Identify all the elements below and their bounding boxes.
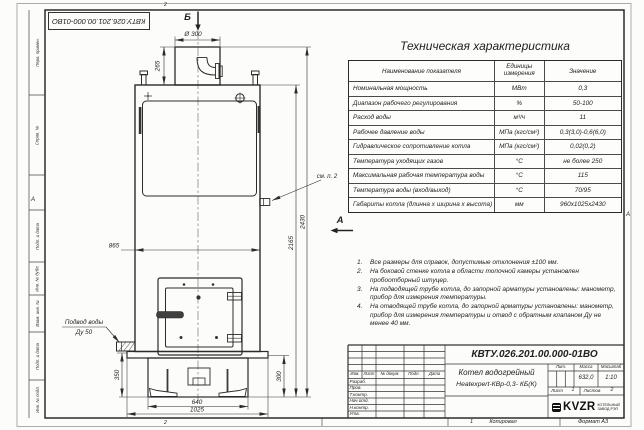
param-name: Гидравлическое сопротивление котла bbox=[353, 143, 471, 151]
param-value: 70/95 bbox=[544, 184, 621, 198]
product-name-line2: Heatexpert-КВр-0,3- КБ(К) bbox=[456, 381, 537, 389]
dimension-lines bbox=[106, 40, 321, 414]
param-units: % bbox=[494, 97, 544, 111]
param-name: Максимальная рабочая температура воды bbox=[353, 172, 485, 180]
upper-panel bbox=[143, 101, 257, 196]
note-item bbox=[357, 259, 619, 267]
table-row bbox=[349, 154, 621, 169]
param-units: °С bbox=[494, 184, 544, 198]
role-nachotd: Нач.отд. bbox=[349, 398, 369, 403]
margin-label: Инв. № подл. bbox=[34, 385, 40, 413]
note-text: На отводящей трубе котла, до запорной арматуры установлены: манометр, прибор для измерения температуры и отвод с обратным клапаном Ду не менее 40 мм. bbox=[370, 303, 614, 327]
param-name: Номинальная мощность bbox=[353, 85, 428, 93]
col-header-name: Наименование показателя bbox=[381, 67, 461, 75]
water-inlet-stub bbox=[117, 342, 136, 351]
zone-mark-copy: 1 bbox=[470, 419, 474, 425]
note-number: 4. bbox=[357, 303, 363, 311]
foot-right bbox=[219, 389, 247, 397]
notes-list bbox=[357, 259, 619, 329]
stud-left bbox=[142, 75, 147, 86]
dim-2430: 2430 bbox=[299, 214, 307, 230]
table-row bbox=[349, 197, 621, 212]
param-units: МПа (кгс/см²) bbox=[494, 126, 544, 140]
scale-label: Масштаб bbox=[600, 364, 622, 369]
dim-865: 865 bbox=[108, 242, 120, 250]
param-value: не более 250 bbox=[544, 155, 621, 169]
param-units: °С bbox=[494, 169, 544, 183]
elbow-inner bbox=[207, 58, 216, 68]
company-name bbox=[597, 403, 620, 411]
dim-265: 265 bbox=[154, 60, 162, 72]
water-supply-label-2: Ду 50 bbox=[75, 329, 93, 336]
door-handle bbox=[157, 312, 184, 319]
scale-value: 1:10 bbox=[605, 375, 617, 381]
sheet-value: 1 bbox=[571, 387, 575, 394]
foot-left bbox=[150, 389, 178, 397]
param-name: Температура воды (вход/выход) bbox=[353, 186, 451, 194]
kvzr-emblem-icon bbox=[552, 403, 561, 412]
note-text: На боковой стенке котла в области топочной камеры установлен пробоотборный штуцер. bbox=[370, 268, 579, 284]
zone-mark-left-a: А bbox=[31, 197, 36, 203]
table-row bbox=[349, 183, 621, 198]
param-name: Температура уходящих газов bbox=[353, 157, 444, 165]
leader-water bbox=[106, 327, 120, 343]
param-value: 50-100 bbox=[544, 97, 621, 111]
sheets-value: 2 bbox=[610, 387, 614, 394]
dim-300: 300 bbox=[276, 371, 283, 382]
tech-table-title: Техническая характеристика bbox=[400, 39, 570, 53]
elbow-flange bbox=[216, 64, 220, 79]
dim-350: 350 bbox=[114, 369, 121, 381]
margin-segment bbox=[29, 295, 45, 332]
margin-label: Подп. и дата bbox=[34, 342, 40, 370]
boiler-body bbox=[135, 85, 260, 352]
boiler-front-view bbox=[62, 12, 353, 418]
param-value: 115 bbox=[544, 169, 621, 183]
margin-label: Справ. № bbox=[34, 125, 40, 145]
dim-640: 640 bbox=[191, 399, 203, 406]
note-item bbox=[357, 286, 619, 303]
rev-header-podp: Подп. bbox=[408, 371, 420, 376]
dim-1025: 1025 bbox=[189, 406, 205, 414]
view-a-label: А bbox=[336, 215, 344, 226]
rev-header-data: Дата bbox=[428, 371, 441, 376]
role-razrab: Разраб. bbox=[349, 378, 367, 384]
view-arrow-b bbox=[195, 12, 200, 31]
copied-label: Копировал bbox=[489, 418, 517, 425]
company-logo-text: KVZR bbox=[562, 401, 596, 413]
sheets-label: Листов bbox=[583, 387, 601, 393]
note-item bbox=[357, 303, 619, 328]
dim-2165: 2165 bbox=[288, 235, 295, 251]
note-number: 2. bbox=[357, 268, 363, 276]
format-label: Формат А3 bbox=[577, 418, 609, 425]
margin-label: Взам. инв. № bbox=[34, 300, 40, 327]
param-units: МПа (кгс/см²) bbox=[494, 140, 544, 154]
dimension-labels bbox=[65, 12, 344, 414]
param-units: м³/ч bbox=[494, 111, 544, 125]
sampling-fitting bbox=[260, 199, 270, 206]
view-b-label: Б bbox=[184, 12, 191, 23]
lit-label: Лит. bbox=[555, 364, 567, 369]
role-prov: Пров. bbox=[349, 385, 362, 390]
param-value: 0,3(3,0)-0,6(6,0) bbox=[544, 126, 621, 140]
extension-lines bbox=[62, 37, 311, 418]
margin-label: Подп. и дата bbox=[34, 222, 40, 250]
role-tkontr: Т.контр. bbox=[349, 391, 369, 397]
rev-header-izm: Изм. bbox=[350, 371, 360, 376]
param-value: 960х1025х2430 bbox=[544, 198, 621, 212]
role-nkontr: Н.контр. bbox=[349, 404, 369, 410]
table-row bbox=[349, 139, 621, 154]
col-header-value: Значение bbox=[544, 61, 621, 81]
mass-value: 632,0 bbox=[578, 375, 594, 381]
margin-segment bbox=[29, 210, 45, 262]
param-units: °С bbox=[494, 155, 544, 169]
margin-label: Инв. № дубл. bbox=[34, 265, 40, 292]
table-row bbox=[349, 125, 621, 140]
param-name: Диапазон рабочего регулирования bbox=[353, 99, 458, 107]
param-name: Расход воды bbox=[353, 114, 391, 122]
hinge-top bbox=[228, 293, 242, 301]
hinge-bottom bbox=[228, 335, 242, 343]
role-utv: Утв. bbox=[349, 411, 360, 416]
param-value: 0,02(0,2) bbox=[544, 140, 621, 154]
company-cell bbox=[548, 396, 624, 418]
table-row bbox=[349, 110, 621, 125]
sheet-label: Лист bbox=[551, 387, 563, 393]
note-text: Все размеры для справок, допустимые отклонения ±100 мм. bbox=[370, 259, 559, 266]
note-number: 1. bbox=[357, 259, 363, 266]
base-plate bbox=[127, 352, 268, 359]
corner-stamp bbox=[48, 12, 150, 30]
note-number: 3. bbox=[357, 285, 363, 293]
see-note-label: см. п. 2 bbox=[316, 174, 338, 180]
company-name-line2: ЗАВОД РЭП bbox=[597, 407, 619, 411]
note-text: На подводящей трубе котла, до запорной арматуры установлены: манометр, прибор для измерения температуры. bbox=[370, 285, 616, 301]
chimney-collar bbox=[175, 47, 220, 85]
sensor-boss bbox=[236, 94, 244, 102]
title-doc-number: КВТУ.026.201.00.000-01ВО bbox=[471, 348, 598, 360]
zone-mark-top: 2 bbox=[164, 1, 167, 8]
zone-mark-bottom: 2 bbox=[164, 419, 167, 426]
leader-see-note bbox=[272, 180, 321, 201]
table-row bbox=[349, 168, 621, 183]
margin-segment bbox=[29, 262, 45, 295]
rev-header-docnum: № докум. bbox=[380, 371, 400, 376]
margin-segment bbox=[29, 10, 45, 95]
door-frame bbox=[158, 278, 242, 355]
margin-segment bbox=[29, 95, 45, 175]
zone-mark-right-a: А bbox=[626, 212, 631, 218]
margin-segment bbox=[29, 380, 45, 418]
param-units: мм bbox=[494, 198, 544, 212]
company-name-line1: КОТЕЛЬНЫЙ bbox=[597, 402, 621, 407]
param-name: Рабочее давление воды bbox=[353, 128, 425, 136]
table-row bbox=[349, 81, 621, 96]
param-value: 11 bbox=[544, 111, 621, 125]
dim-dia300: Ø 300 bbox=[184, 31, 202, 38]
mass-label: Масса bbox=[579, 364, 593, 369]
margin-label: Перв. примен. bbox=[34, 38, 40, 67]
foundation bbox=[148, 358, 248, 397]
view-arrow-a bbox=[331, 228, 354, 233]
param-name: Габариты котла (длинна х ширина х высота) bbox=[353, 201, 493, 209]
note-item bbox=[357, 268, 619, 285]
product-name-line1: Котел водогрейный bbox=[458, 368, 535, 377]
door-panel bbox=[166, 288, 234, 347]
ash-opening bbox=[188, 368, 210, 385]
tech-table bbox=[348, 60, 622, 213]
table-row bbox=[349, 96, 621, 111]
col-header-units: Единицы измерения bbox=[494, 61, 544, 81]
param-value: 0,3 bbox=[544, 82, 621, 96]
corner-stamp-number: КВТУ.026.201.00.000-01ВО bbox=[52, 16, 146, 26]
stud-right bbox=[253, 75, 258, 86]
param-units: МВт bbox=[494, 82, 544, 96]
margin-segment bbox=[29, 332, 45, 380]
water-supply-label-1: Подвод воды bbox=[64, 319, 104, 326]
rev-header-list: Лист bbox=[363, 371, 375, 376]
door-hardware bbox=[139, 95, 260, 339]
table-header-row bbox=[349, 61, 621, 81]
margin-segment bbox=[29, 175, 45, 210]
elbow-outer bbox=[197, 58, 216, 76]
